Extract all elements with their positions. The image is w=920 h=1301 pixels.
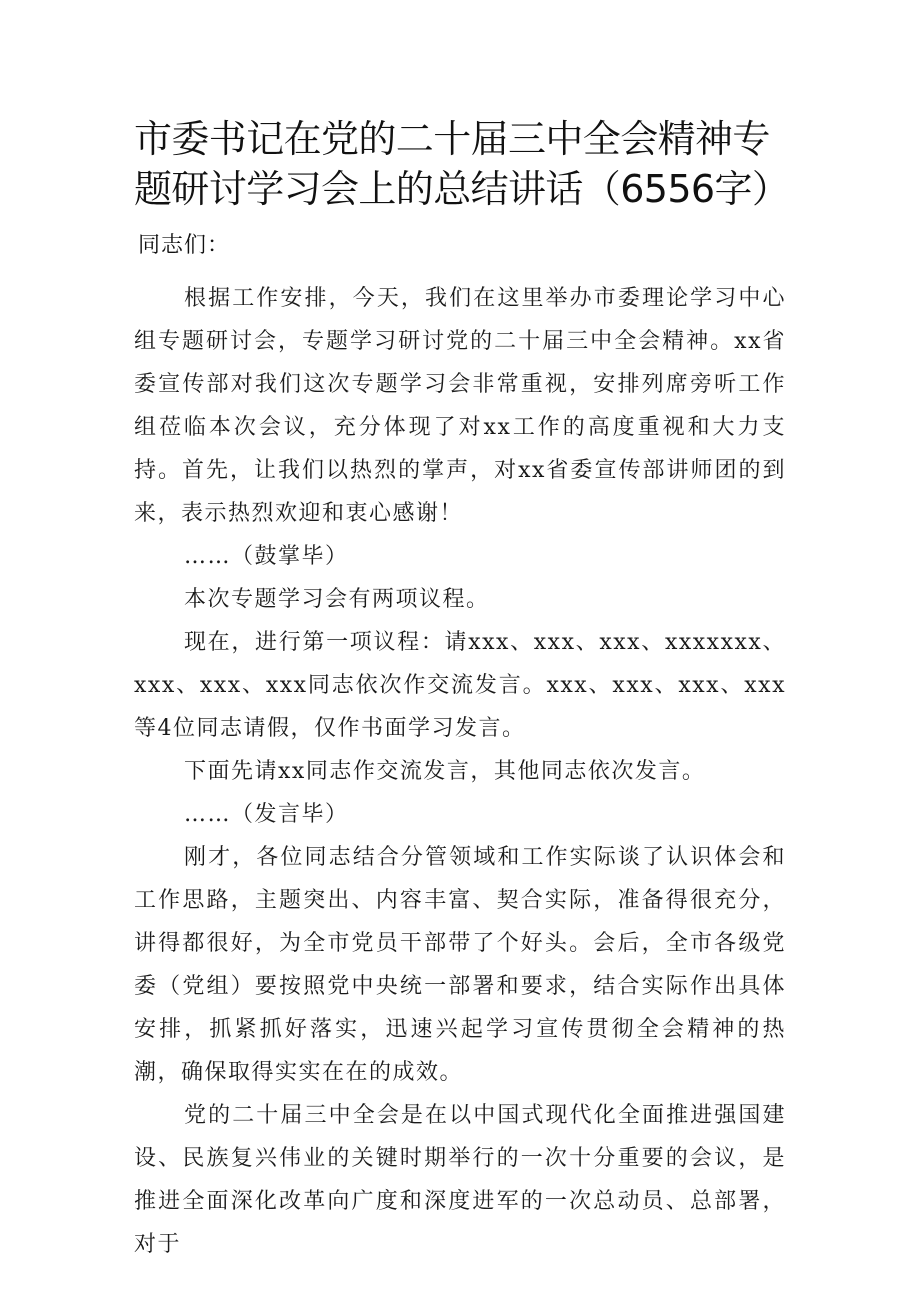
paragraph-plenum: 党的二十届三中全会是在以中国式现代化全面推进强国建设、民族复兴伟业的关键时期举行的一次十分重要的会议，是推进全面深化改革向广度和深度进军的一次总动员、总部署，对于 xyxy=(134,1103,786,1257)
document-body xyxy=(134,277,786,1266)
paragraph-summary: 刚才，各位同志结合分管领域和工作实际谈了认识体会和工作思路，主题突出、内容丰富、契合实际，准备得很充分，讲得都很好，为全市党员干部带了个好头。会后，全市各级党委（党组）要按照党中央统一部署和要求，结合实际作出具体安排，抓紧抓好落实，迅速兴起学习宣传贯彻全会精神的热潮，确保取得实实在在的成效。 xyxy=(134,845,786,1085)
salutation: 同志们： xyxy=(138,233,231,258)
paragraph-opening: 根据工作安排，今天，我们在这里举办市委理论学习中心组专题研讨会，专题学习研讨党的二十届三中全会精神。xx省委宣传部对我们这次专题学习会非常重视，安排列席旁听工作组莅临本次会议，充分体现了对xx工作的高度重视和大力支持。首先，让我们以热烈的掌声，对xx省委宣传部讲师团的到来，表示热烈欢迎和衷心感谢！ xyxy=(134,286,786,526)
document-title xyxy=(134,114,790,271)
paragraph-first-item: 现在，进行第一项议程：请xxx、xxx、xxx、xxxxxxx、xxx、xxx、xxx同志依次作交流发言。xxx、xxx、xxx、xxx等4位同志请假，仅作书面学习发言。 xyxy=(134,630,786,741)
title-text: 市委书记在党的二十届三中全会精神专题研讨学习会上的总结讲话（6556字） xyxy=(134,117,790,211)
document-content xyxy=(134,114,790,1266)
paragraph-applause-end: ……（鼓掌毕） xyxy=(184,544,349,569)
paragraph-speech-end: ……（发言毕） xyxy=(184,802,349,827)
paragraph-agenda: 本次专题学习会有两项议程。 xyxy=(184,587,490,612)
paragraph-speaker-order: 下面先请xx同志作交流发言，其他同志依次发言。 xyxy=(184,759,706,784)
